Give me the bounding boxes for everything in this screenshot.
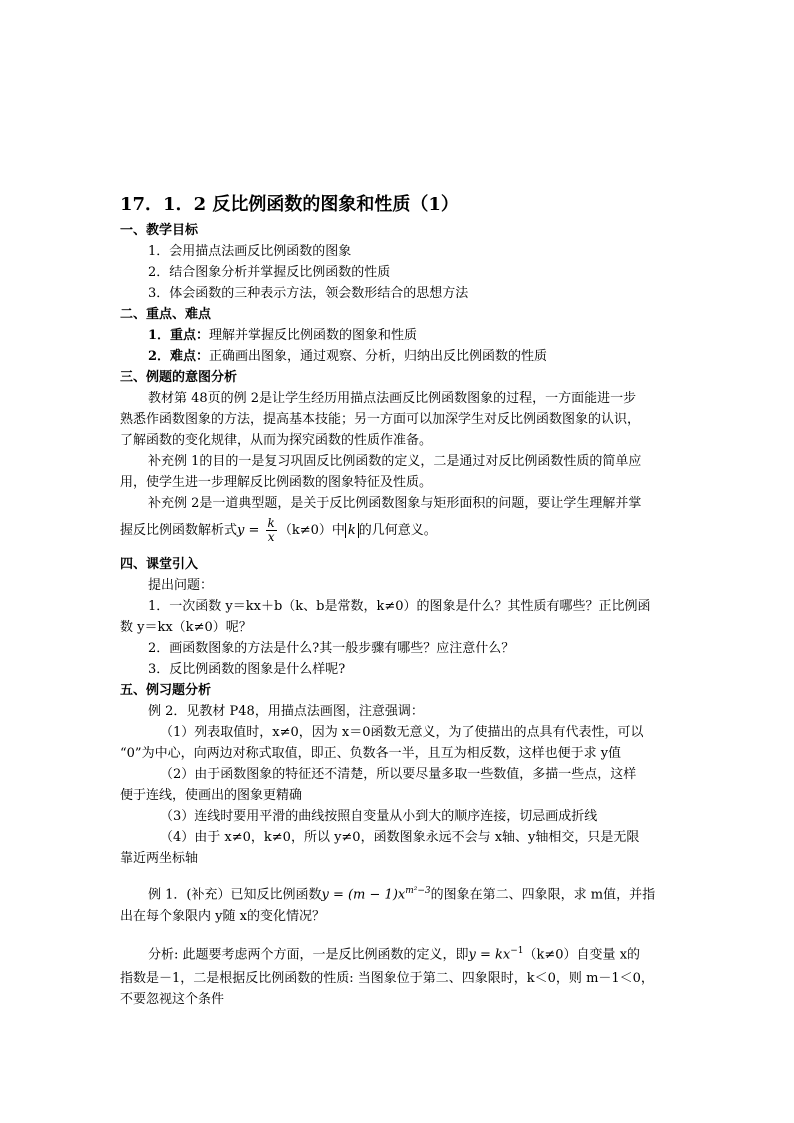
paragraph-line: 例 2．见教材 P48，用描点法画图，注意强调： [148, 704, 424, 719]
paragraph-line: （1）列表取值时，x≠0，因为 x＝0函数无意义，为了使描出的点具有代表性，可以 [160, 725, 644, 740]
paragraph-line: 用，使学生进一步理解反比例函数的图象特征及性质。 [120, 475, 433, 490]
paragraph-line: （3）连线时要用平滑的曲线按照自变量从小到大的顺序连接，切忌画成折线 [160, 809, 598, 824]
difficulty-label: 2．难点： [148, 349, 210, 364]
paragraph-line: （2）由于函数图象的特征还不清楚，所以要尽量多取一些数值，多描一些点，这样 [160, 767, 637, 782]
example-1-prefix: 例 1．(补充）已知反比例函数 [148, 887, 322, 903]
paragraph-line: 靠近两坐标轴 [120, 851, 199, 866]
section-heading-intent: 三、例题的意图分析 [120, 370, 238, 385]
difficulty-line [148, 348, 547, 366]
analysis-exponent: −1 [510, 946, 524, 956]
paragraph-line: （4）由于 x≠0，k≠0，所以 y≠0，函数图象永远不会与 x轴、y轴相交，只是无限 [160, 830, 640, 845]
paragraph-line: 数 y＝kx（k≠0）呢？ [120, 620, 252, 635]
section-heading-objectives: 一、教学目标 [120, 223, 199, 238]
list-item: 2．结合图象分析并掌握反比例函数的性质 [148, 265, 391, 280]
fraction-numerator: k [267, 516, 275, 530]
example-1-exponent: m²−3 [405, 886, 431, 896]
key-point-line [148, 327, 417, 345]
formula-prefix: 握反比例函数解析式 [120, 523, 238, 538]
analysis-formula: y = kx [468, 947, 511, 963]
paragraph-line-formula [120, 516, 437, 546]
paragraph-line: 出在每个象限内 y随 x的变化情况？ [120, 909, 325, 924]
absolute-k: k [345, 523, 359, 538]
key-point-label: 1．重点： [148, 328, 210, 343]
section-heading-examples: 五、例习题分析 [120, 683, 212, 698]
analysis-line [148, 940, 640, 966]
paragraph-line: 补充例 2是一道典型题，是关于反比例函数图象与矩形面积的问题，要让学生理解并掌 [148, 496, 642, 511]
paragraph-line: 1．一次函数 y＝kx＋b（k、b是常数，k≠0）的图象是什么？其性质有哪些？正比例函 [148, 599, 651, 614]
key-point-text: 理解并掌握反比例函数的图象和性质 [209, 328, 418, 343]
paragraph-line: 熟悉作函数图象的方法，提高基本技能；另一方面可以加深学生对反比例函数图象的认识， [120, 412, 641, 427]
paragraph-line: 提出问题： [148, 578, 214, 593]
list-item: 3．体会函数的三种表示方法，领会数形结合的思想方法 [148, 286, 469, 301]
fraction-denominator: x [267, 530, 275, 544]
example-1-line [148, 880, 655, 906]
analysis-prefix: 分析: 此题要考虑两个方面，一是反比例函数的定义，即 [148, 947, 469, 963]
paragraph-line: 教材第 48页的例 2是让学生经历用描点法画反比例函数图象的过程，一方面能进一步 [148, 391, 637, 406]
paragraph-line: 指数是－1，二是根据反比例函数的性质: 当图象位于第二、四象限时，k＜0，则 m－1＜0， [120, 971, 654, 986]
paragraph-line: 3．反比例函数的图象是什么样呢? [148, 662, 346, 677]
formula-lhs: y = [237, 523, 264, 538]
paragraph-line: 不要忽视这个条件 [120, 992, 225, 1007]
formula-condition: （k≠0）中 [278, 523, 345, 538]
paragraph-line: 补充例 1的目的一是复习巩固反比例函数的定义，二是通过对反比例函数性质的简单应 [148, 454, 642, 469]
paragraph-line: 便于连线，使画出的图象更精确 [120, 788, 303, 803]
document-title: 17．1．2 反比例函数的图象和性质（1） [120, 194, 459, 215]
example-1-suffix: 的图象在第二、四象限，求 m值，并指 [430, 887, 656, 903]
example-1-formula: y = (m − 1)x [321, 887, 406, 903]
paragraph-line: “0”为中心，向两边对称式取值，即正、负数各一半，且互为相反数，这样也便于求 y值 [120, 746, 622, 761]
difficulty-text: 正确画出图象，通过观察、分析，归纳出反比例函数的性质 [209, 349, 548, 364]
section-heading-intro: 四、课堂引入 [120, 557, 199, 572]
section-heading-key-points: 二、重点、难点 [120, 307, 212, 322]
paragraph-line: 2．画函数图象的方法是什么?其一般步骤有哪些？应注意什么？ [148, 641, 515, 656]
analysis-suffix: （k≠0）自变量 x的 [523, 947, 641, 963]
formula-suffix: 的几何意义。 [358, 523, 437, 538]
fraction-k-over-x [266, 517, 277, 544]
paragraph-line: 了解函数的变化规律，从而为探究函数的性质作准备。 [120, 433, 433, 448]
list-item: 1．会用描点法画反比例函数的图象 [148, 244, 352, 259]
